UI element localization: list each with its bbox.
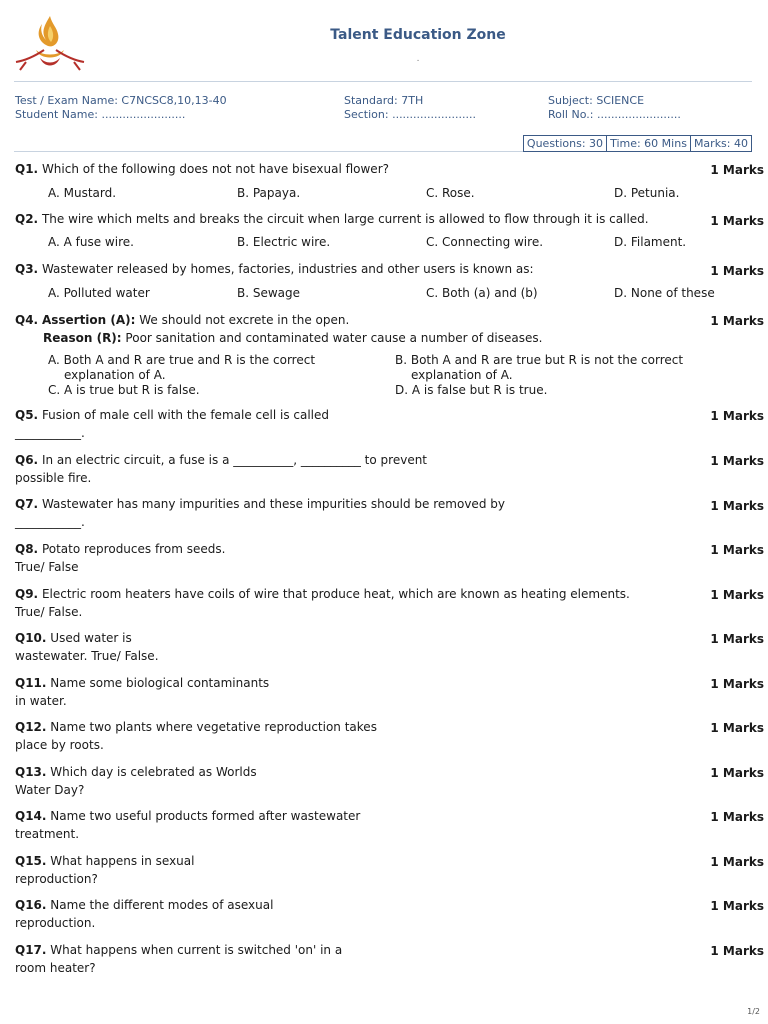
subject: Subject: SCIENCE: [548, 94, 645, 107]
question-marks: 1 Marks: [710, 632, 764, 646]
question-marks: 1 Marks: [710, 588, 764, 602]
question-marks: 1 Marks: [710, 721, 764, 735]
question-14: Q14. Name two useful products formed after wastewater treatment.: [15, 809, 361, 841]
option: B. Papaya.: [237, 186, 301, 200]
question-3: [15, 260, 695, 278]
school-logo-icon: [14, 14, 86, 74]
school-name: Talent Education Zone: [330, 27, 506, 43]
reason-text: Poor sanitation and contaminated water cause a number of diseases.: [125, 331, 543, 345]
question-marks: 1 Marks: [710, 543, 764, 557]
option: D. None of these: [614, 286, 715, 300]
question-marks: 1 Marks: [710, 855, 764, 869]
reason-line: [43, 329, 723, 347]
option: A. Both A and R are true and R is the correct explanation of A.: [48, 353, 316, 382]
option: A. Mustard.: [48, 186, 117, 200]
questions-count: Questions: 30: [523, 135, 607, 152]
question-5: Q5. Fusion of male cell with the female cell is called ___________.: [15, 408, 329, 440]
question-2: [15, 210, 695, 228]
option: D. Filament.: [614, 235, 687, 249]
question-number: Q4.: [15, 313, 39, 327]
option: A. Polluted water: [48, 286, 150, 300]
subject-info-column: [548, 94, 681, 122]
option: B. Sewage: [237, 286, 301, 300]
question-marks: 1 Marks: [710, 899, 764, 913]
question-1: [15, 160, 695, 178]
question-text: Which of the following does not not have bisexual flower?: [41, 162, 389, 176]
question-17: Q17. What happens when current is switched 'on' in a room heater?: [15, 943, 343, 975]
question-marks: 1 Marks: [710, 264, 764, 278]
option: C. A is true but R is false.: [48, 383, 200, 397]
question-marks: 1 Marks: [710, 677, 764, 691]
option: D. A is false but R is true.: [395, 383, 548, 397]
question-marks: 1 Marks: [710, 214, 764, 228]
question-marks: 1 Marks: [710, 766, 764, 780]
assertion-text: We should not excrete in the open.: [139, 313, 350, 327]
question-15: Q15. What happens in sexual reproduction?: [15, 854, 195, 886]
test-info-column: [15, 94, 227, 122]
test-name: Test / Exam Name: C7NCSC8,10,13-40: [15, 94, 227, 107]
option: C. Both (a) and (b): [426, 286, 538, 300]
standard: Standard: 7TH: [344, 94, 424, 107]
question-6: Q6. In an electric circuit, a fuse is a __________, __________ to prevent possible fire.: [15, 453, 428, 485]
option: B. Both A and R are true but R is not the correct explanation of A.: [395, 353, 684, 382]
time-limit: Time: 60 Mins: [607, 135, 691, 152]
question-10: Q10. Used water is wastewater. True/ False.: [15, 631, 159, 663]
roll-no: Roll No.: ........................: [548, 108, 681, 121]
question-marks: 1 Marks: [710, 944, 764, 958]
header-dot: .: [416, 54, 420, 64]
question-marks: 1 Marks: [710, 810, 764, 824]
assertion-label: Assertion (A):: [41, 313, 136, 327]
question-number: Q1.: [15, 162, 39, 176]
question-text: The wire which melts and breaks the circuit when large current is allowed to flow through it is called.: [41, 212, 649, 226]
section: Section: ........................: [344, 108, 476, 121]
option: C. Rose.: [426, 186, 475, 200]
question-marks: 1 Marks: [710, 454, 764, 468]
exam-stats: [523, 135, 752, 152]
option: C. Connecting wire.: [426, 235, 544, 249]
student-name: Student Name: ........................: [15, 108, 186, 121]
option: A. A fuse wire.: [48, 235, 134, 249]
question-9: Q9. Electric room heaters have coils of wire that produce heat, which are known as heating elements. True/ False.: [15, 587, 630, 619]
question-marks: 1 Marks: [710, 314, 764, 328]
question-marks: 1 Marks: [710, 499, 764, 513]
total-marks: Marks: 40: [691, 135, 752, 152]
question-text: Wastewater released by homes, factories, industries and other users is known as:: [41, 262, 534, 276]
question-4: [15, 311, 695, 329]
question-7: Q7. Wastewater has many impurities and these impurities should be removed by ___________.: [15, 497, 505, 529]
page-number: 1/2: [747, 1007, 760, 1016]
question-16: Q16. Name the different modes of asexual reproduction.: [15, 898, 274, 930]
question-11: Q11. Name some biological contaminants in water.: [15, 676, 270, 708]
question-12: Q12. Name two plants where vegetative reproduction takes place by roots.: [15, 720, 377, 752]
option: D. Petunia.: [614, 186, 680, 200]
question-marks: 1 Marks: [710, 163, 764, 177]
header-divider: [14, 81, 752, 82]
option: B. Electric wire.: [237, 235, 331, 249]
question-13: Q13. Which day is celebrated as Worlds Water Day?: [15, 765, 257, 797]
question-8: Q8. Potato reproduces from seeds. True/ False: [15, 542, 226, 574]
question-number: Q2.: [15, 212, 39, 226]
question-number: Q3.: [15, 262, 39, 276]
reason-label: Reason (R):: [43, 331, 122, 345]
standard-info-column: [344, 94, 476, 122]
question-marks: 1 Marks: [710, 409, 764, 423]
